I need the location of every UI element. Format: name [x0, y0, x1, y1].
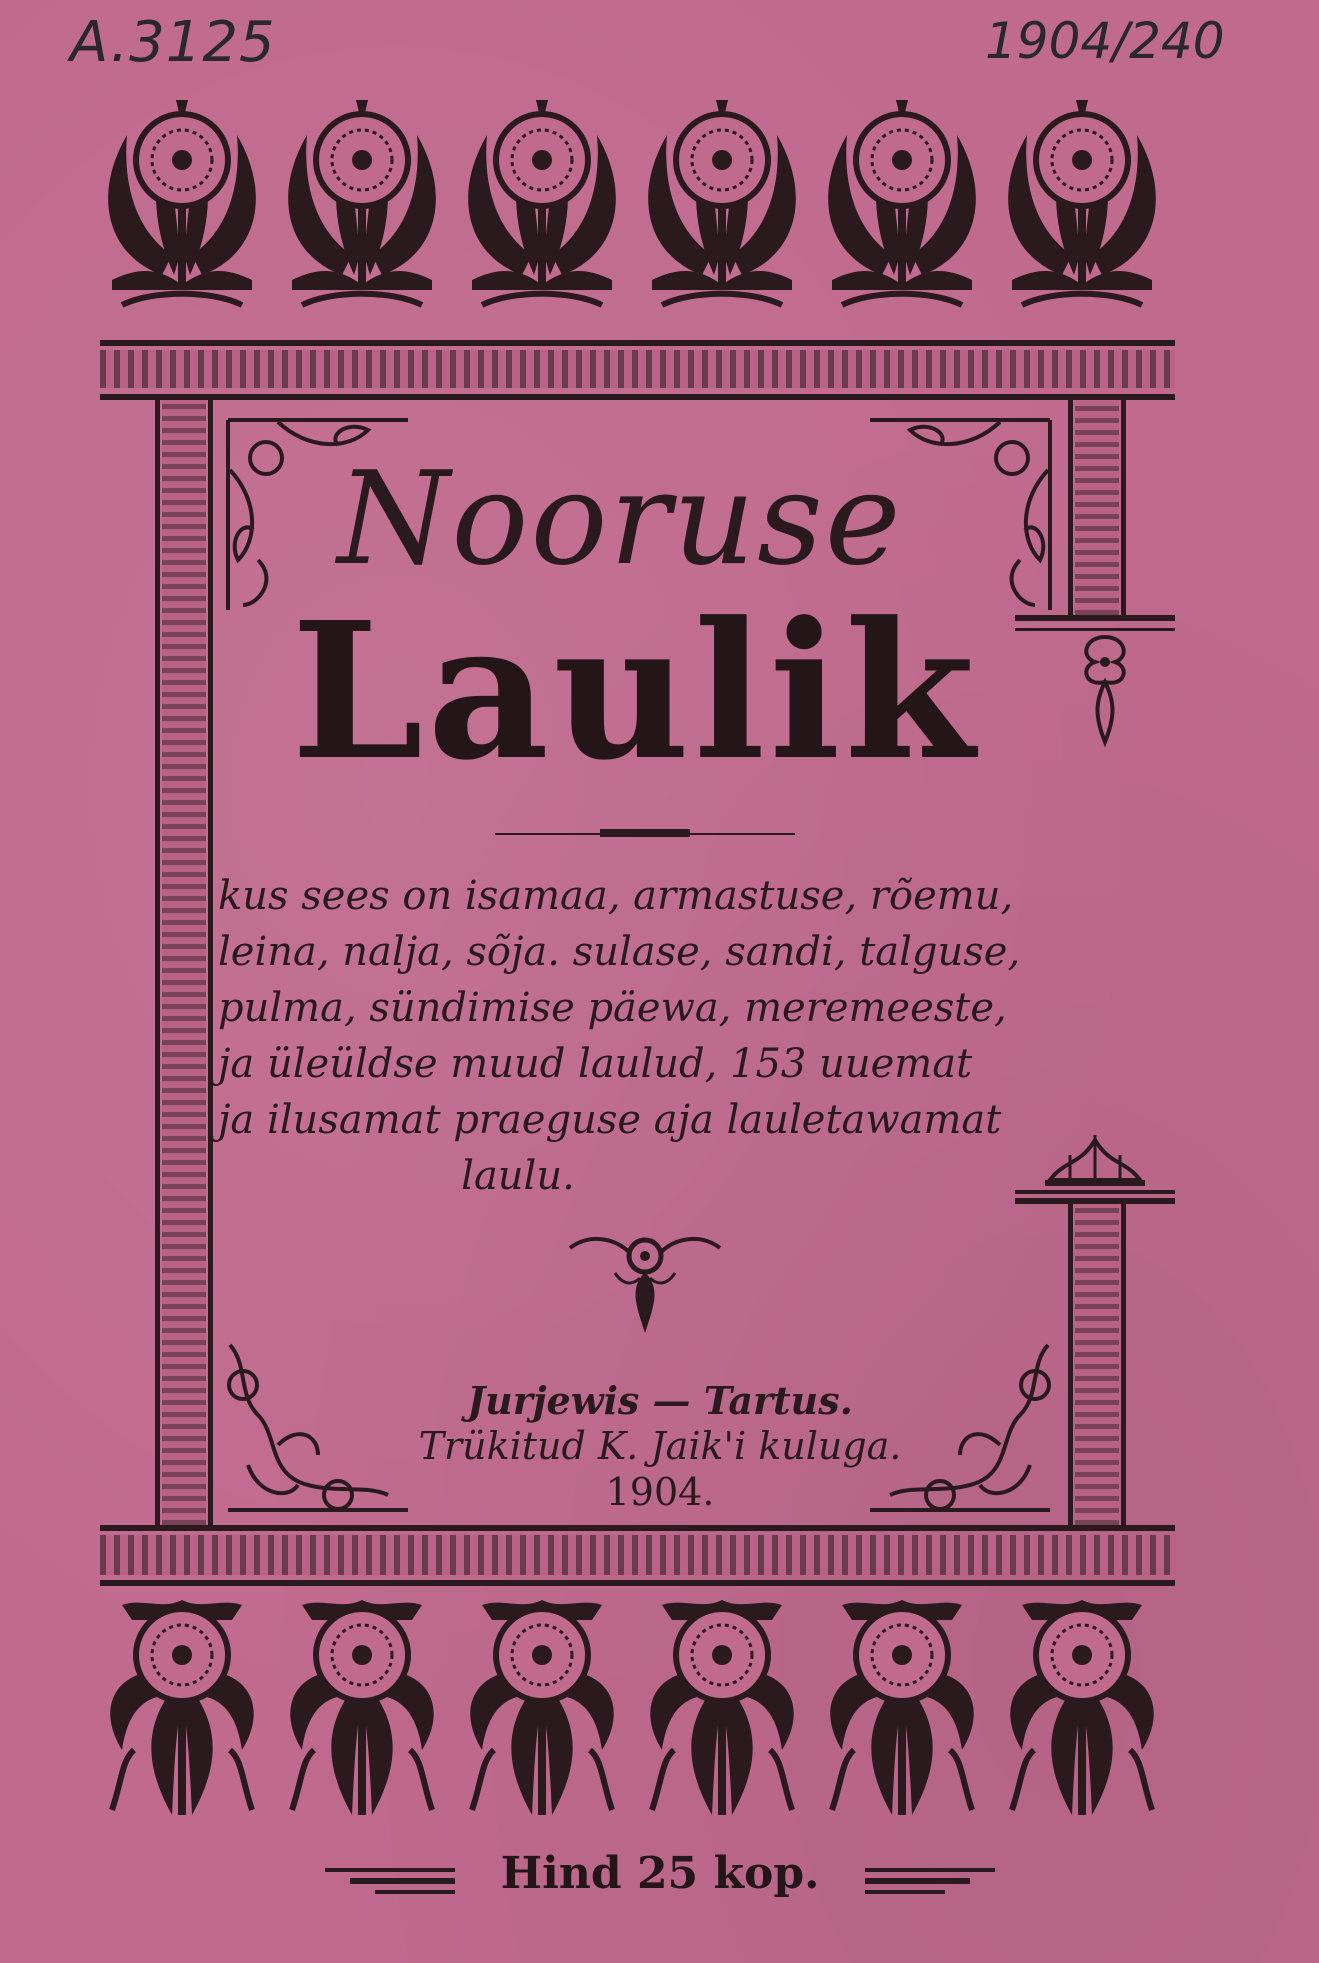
pendant-ornament: [1065, 632, 1145, 752]
top-decorative-band: [100, 350, 1175, 388]
top-rule-lower: [100, 394, 1175, 400]
price-bar-right-3: [865, 1890, 945, 1894]
price-bar-left-1: [325, 1868, 455, 1872]
left-pillar: [162, 400, 206, 1525]
subtitle-line: kus sees on isamaa, armastuse, rõemu,: [218, 873, 1014, 919]
price-bar-left-3: [375, 1890, 455, 1894]
bottom-rule-lower: [100, 1580, 1175, 1586]
imprint-printer: Trükitud K. Jaik'i kuluga.: [418, 1424, 902, 1468]
price-label: Hind 25 kop.: [500, 1848, 820, 1899]
bottom-decorative-band: [100, 1535, 1175, 1575]
right-pillar-lower: [1075, 1204, 1119, 1525]
top-floral-ornament: [100, 100, 1175, 340]
top-rule-upper: [100, 340, 1175, 346]
subtitle-line: pulma, sündimise päewa, meremeeste,: [218, 985, 1007, 1031]
right-pillar-upper-edge-outer: [1121, 400, 1126, 615]
bottom-floral-ornament: [100, 1592, 1175, 1822]
price-bar-right-2: [865, 1878, 970, 1884]
imprint-place: Jurjewis — Tartus.: [467, 1378, 853, 1423]
call-number-annotation: A.3125: [70, 10, 276, 75]
subtitle-line: ja ilusamat praeguse aja lauletawamat: [218, 1097, 1002, 1143]
title-line-1: Nooruse: [337, 445, 903, 594]
title-divider-thick: [600, 829, 690, 837]
subtitle-paragraph: [218, 868, 1048, 1204]
imprint-year: 1904.: [605, 1470, 715, 1514]
right-pillar-upper-edge-inner: [1068, 400, 1073, 615]
price-bar-left-2: [350, 1878, 455, 1884]
title-line-2: Laulik: [291, 581, 979, 802]
right-pillar-lower-edge-inner: [1068, 1204, 1073, 1525]
left-pillar-edge-inner: [208, 400, 213, 1525]
accession-number-annotation: 1904/240: [985, 12, 1225, 70]
right-pillar-upper: [1075, 400, 1119, 615]
subtitle-line: ja üleüldse muud laulud, 153 uuemat: [218, 1041, 973, 1087]
subtitle-line: leina, nalja, sõja. sulase, sandi, talguse,: [218, 929, 1021, 975]
bottom-rule-upper: [100, 1525, 1175, 1531]
price-bar-right-1: [865, 1868, 995, 1872]
right-pillar-lower-edge-outer: [1121, 1204, 1126, 1525]
left-pillar-edge-outer: [155, 400, 160, 1525]
center-vignette-ornament: [560, 1228, 730, 1338]
crown-ornament: [1040, 1120, 1150, 1190]
right-shelf-upper-thin: [1015, 628, 1175, 631]
subtitle-line: laulu.: [461, 1153, 575, 1199]
